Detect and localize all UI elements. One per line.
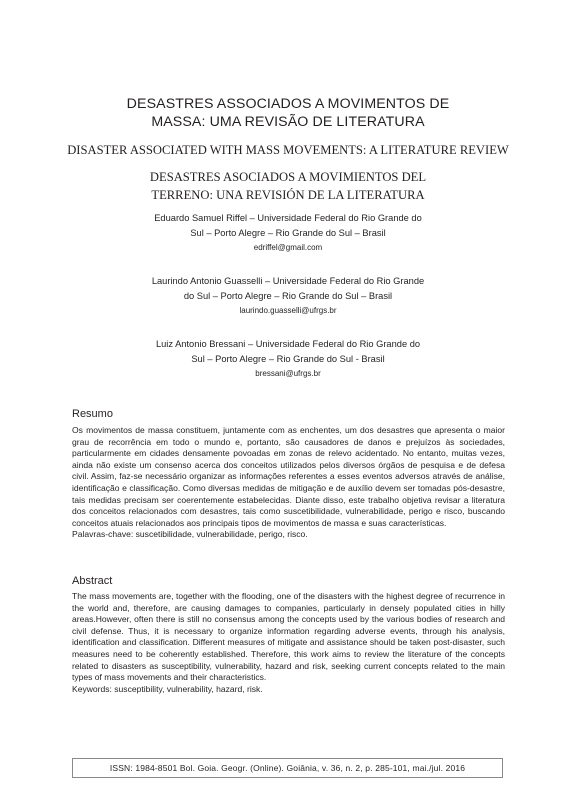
author-affiliation-line: do Sul – Porto Alegre – Rio Grande do Sul – Brasil	[183, 291, 393, 301]
journal-citation: ISSN: 1984-8501 Bol. Goia. Geogr. (Online). Goiânia, v. 36, n. 2, p. 285-101, mai./jul. 2016	[109, 763, 466, 773]
abstract-paragraph: The mass movements are, together with the flooding, one of the disasters with the highest degree of recurrence in the world and, therefore, are causing damages to companies, particularly in densely populated cities in hilly areas.However, often there is still no consensus among the concepts used by the various bodies of research and civil defense. Thus, it is necessary to organize information regarding adverse events, through his analysis, identification and classification. Different measures of mitigate and assistance should be taken post-disaster, such measures need to be coherently established. Therefore, this work aims to review the literature of the concepts related to disasters as susceptibility, vulnerability, hazard and risk, seeking current concepts related to the main types of mass movements and their characteristics.	[72, 591, 505, 683]
journal-footer	[72, 758, 503, 778]
title-english: DISASTER ASSOCIATED WITH MASS MOVEMENTS: A LITERATURE REVIEW	[67, 143, 509, 157]
author-block	[0, 211, 576, 255]
resumo-heading: Resumo	[72, 408, 113, 420]
author-affiliation-line: Sul – Porto Alegre – Rio Grande do Sul – Brasil	[190, 228, 386, 238]
title-spanish	[0, 168, 576, 204]
resumo-section	[72, 425, 505, 541]
title-spanish-line: DESASTRES ASOCIADOS A MOVIMIENTOS DEL	[149, 170, 427, 184]
author-affiliation-line: Luiz Antonio Bressani – Universidade Federal do Rio Grande do	[155, 339, 421, 349]
abstract-keywords: Keywords: susceptibility, vulnerability, hazard, risk.	[72, 683, 263, 694]
resumo-paragraph: Os movimentos de massa constituem, juntamente com as enchentes, um dos desastres que apresenta o maior grau de recorrência em todo o mundo e, portanto, são causadores de danos e prejuízos às sociedades, particularmente em cidades densamente povoadas em zonas de relevo acidentado. No entanto, muitas vezes, ainda não existe um consenso acerca dos conceitos utilizados pelos diversos órgãos de pesquisa e de defesa civil. Assim, faz-se necessário organizar as informações referentes a esses eventos adversos através de análise, identificação e classificação. Como diversas medidas de mitigação e de auxílio devem ser tomadas pós-desastre, tais medidas precisam ser coerentemente estabelecidas. Diante disso, este trabalho objetiva revisar a literatura dos conceitos relacionados com desastres, tais como suscetibilidade, vulnerabilidade, perigo e risco, buscando conceitos atuais relacionados aos principais tipos de movimentos de massa e suas características.	[72, 425, 505, 528]
author-affiliation-line: Laurindo Antonio Guasselli – Universidade Federal do Rio Grande	[151, 276, 425, 286]
author-email[interactable]: bressani@ufrgs.br	[255, 369, 321, 378]
author-block	[0, 274, 576, 318]
resumo-keywords: Palavras-chave: suscetibilidade, vulnerabilidade, perigo, risco.	[72, 529, 308, 540]
abstract-heading: Abstract	[72, 575, 113, 587]
author-affiliation-line: Sul – Porto Alegre – Rio Grande do Sul - Brasil	[191, 354, 385, 364]
abstract-section	[72, 591, 505, 695]
title-portuguese-line: DESASTRES ASSOCIADOS A MOVIMENTOS DE	[126, 96, 450, 112]
title-portuguese	[0, 95, 576, 131]
title-portuguese-line: MASSA: UMA REVISÃO DE LITERATURA	[151, 114, 425, 130]
author-email[interactable]: edriffel@gmail.com	[253, 243, 323, 252]
author-affiliation-line: Eduardo Samuel Riffel – Universidade Federal do Rio Grande do	[154, 213, 422, 223]
author-email[interactable]: laurindo.guasselli@ufrgs.br	[239, 306, 337, 315]
author-block	[0, 337, 576, 381]
title-spanish-line: TERRENO: UNA REVISIÓN DE LA LITERATURA	[151, 188, 425, 202]
